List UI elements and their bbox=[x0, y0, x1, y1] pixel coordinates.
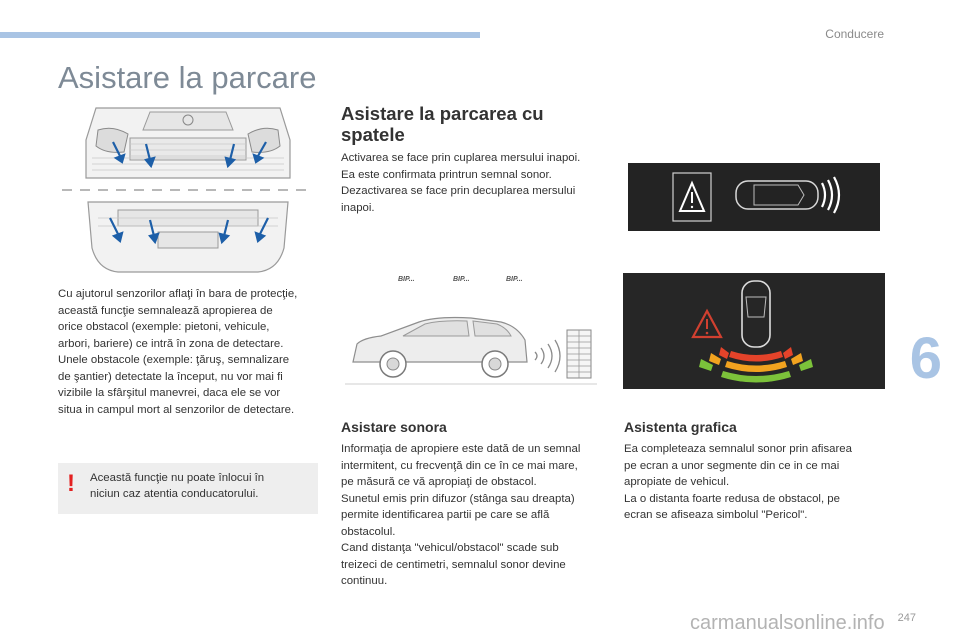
header-accent-bar bbox=[0, 32, 480, 38]
sound-assist-heading: Asistare sonora bbox=[341, 419, 447, 435]
warning-box bbox=[58, 463, 318, 514]
rear-warning-screen bbox=[628, 163, 880, 231]
bumper-sensors-illustration bbox=[58, 100, 318, 280]
bip-label: BIP... bbox=[398, 276, 415, 283]
graphic-assist-paragraph: Ea completeaza semnalul sonor prin afisarea pe ecran a unor segmente din ce in ce mai apropiate de vehicul. La o distanta foarte redusa de obstacol, pe ecran se afiseaza simbolul "Pericol". bbox=[624, 443, 852, 521]
graphic-assist-screen bbox=[623, 273, 885, 389]
page-title: Asistare la parcare bbox=[58, 60, 317, 95]
distance-segments bbox=[699, 347, 813, 383]
intro-paragraph: Cu ajutorul senzorilor aflaţi în bara de protecţie, această funcţie semnalează apropierea de orice obstacol (exemple: pietoni, vehicule, arbori, bariere) ce intră în zona de detectare. Unele obstacole (exemple: ţăruş, semnalizare de şantier) detectate la început, nu vor mai fi vizibile la sfârşitul manevrei, daca ele se vor situa in campul mort al senzorilor de detectare. bbox=[58, 288, 298, 416]
car-reversing-illustration bbox=[341, 300, 601, 390]
activation-paragraph: Activarea se face prin cuplarea mersului inapoi. Ea este confirmata printrun semnal sonor. Dezactivarea se face prin decuplarea mersului inapoi. bbox=[341, 152, 581, 214]
rear-parking-heading: Asistare la parcarea cu spatele bbox=[341, 103, 544, 145]
sound-assist-paragraph: Informaţia de apropiere este dată de un semnal intermitent, cu frecvenţă din ce în ce mai mare, pe măsură ce vă apropiaţi de obstacol. Sunetul emis prin difuzor (stânga sau dreapta) permite identificarea partii pe care se află obstacolul. Cand distanţa "vehicul/obstacol" scade sub treizeci de centimetri, semnalul sonor devine continuu. bbox=[341, 443, 581, 587]
exclamation-icon: ! bbox=[67, 470, 75, 497]
car-icon bbox=[742, 281, 770, 347]
page-number: 247 bbox=[897, 612, 916, 624]
warning-text: Această funcţie nu poate înlocui în niciun caz atentia conducatorului. bbox=[90, 472, 265, 500]
graphic-assist-heading: Asistenta grafica bbox=[624, 419, 737, 435]
section-label: Conducere bbox=[825, 27, 884, 41]
chapter-number: 6 bbox=[909, 326, 942, 391]
bip-label: BIP... bbox=[506, 276, 523, 283]
footer-watermark: carmanualsonline.info bbox=[690, 612, 885, 634]
bip-label: BIP... bbox=[453, 276, 470, 283]
